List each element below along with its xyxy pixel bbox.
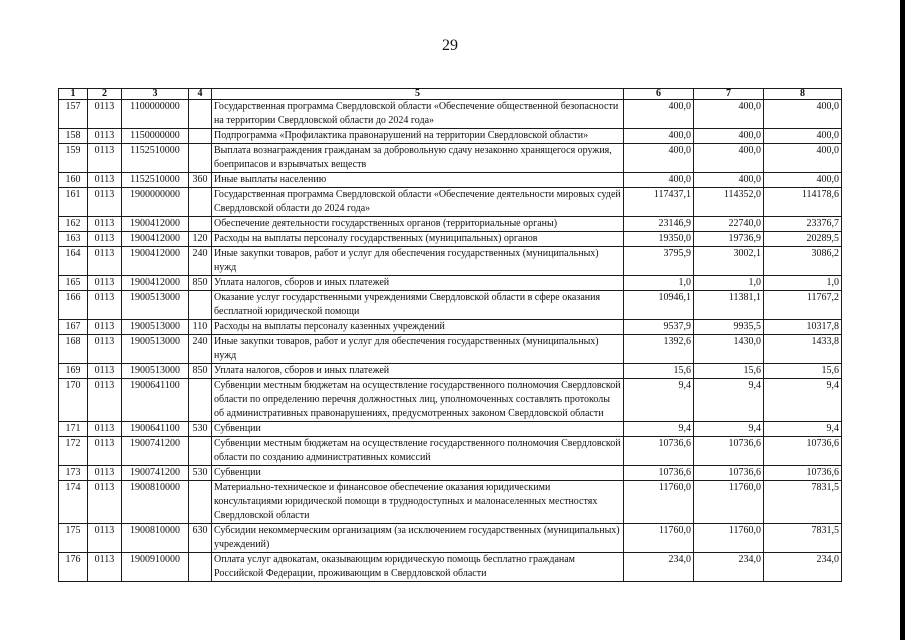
item-name-cell: Иные закупки товаров, работ и услуг для обеспечения государственных (муниципальных) нужд	[212, 335, 624, 364]
item-name-cell: Государственная программа Свердловской области «Обеспечение деятельности мировых судей Свердловской области до 2024 года»	[212, 188, 624, 217]
expense-type-cell	[189, 379, 212, 422]
section-code-cell: 0113	[88, 481, 122, 524]
section-code-cell: 0113	[88, 217, 122, 232]
amount-year1-cell: 234,0	[624, 553, 694, 582]
amount-year2-cell: 22740,0	[694, 217, 764, 232]
amount-year2-cell: 9935,5	[694, 320, 764, 335]
table-header-row	[59, 89, 842, 100]
item-name-cell: Расходы на выплаты персоналу казенных учреждений	[212, 320, 624, 335]
expense-type-cell: 850	[189, 276, 212, 291]
amount-year3-cell: 400,0	[764, 144, 842, 173]
item-name-cell: Подпрограмма «Профилактика правонарушений на территории Свердловской области»	[212, 129, 624, 144]
item-name-cell: Оказание услуг государственными учреждениями Свердловской области в сфере оказания бесплатной юридической помощи	[212, 291, 624, 320]
section-code-cell: 0113	[88, 466, 122, 481]
amount-year2-cell: 11760,0	[694, 481, 764, 524]
column-header: 4	[189, 89, 212, 100]
amount-year3-cell: 7831,5	[764, 481, 842, 524]
target-article-cell: 1100000000	[122, 100, 189, 129]
amount-year1-cell: 400,0	[624, 173, 694, 188]
amount-year3-cell: 234,0	[764, 553, 842, 582]
amount-year3-cell: 9,4	[764, 422, 842, 437]
row-number-cell: 158	[59, 129, 88, 144]
row-number-cell: 162	[59, 217, 88, 232]
table-row	[59, 217, 842, 232]
table-row	[59, 481, 842, 524]
target-article-cell: 1900412000	[122, 276, 189, 291]
amount-year2-cell: 9,4	[694, 422, 764, 437]
row-number-cell: 172	[59, 437, 88, 466]
section-code-cell: 0113	[88, 553, 122, 582]
table-row	[59, 422, 842, 437]
row-number-cell: 157	[59, 100, 88, 129]
section-code-cell: 0113	[88, 232, 122, 247]
section-code-cell: 0113	[88, 247, 122, 276]
amount-year3-cell: 3086,2	[764, 247, 842, 276]
row-number-cell: 174	[59, 481, 88, 524]
amount-year3-cell: 20289,5	[764, 232, 842, 247]
table-row	[59, 144, 842, 173]
amount-year2-cell: 400,0	[694, 144, 764, 173]
amount-year2-cell: 114352,0	[694, 188, 764, 217]
expense-type-cell: 360	[189, 173, 212, 188]
amount-year3-cell: 10736,6	[764, 437, 842, 466]
amount-year2-cell: 1430,0	[694, 335, 764, 364]
table-row	[59, 364, 842, 379]
expense-type-cell	[189, 144, 212, 173]
target-article-cell: 1900513000	[122, 335, 189, 364]
item-name-cell: Уплата налогов, сборов и иных платежей	[212, 276, 624, 291]
amount-year2-cell: 10736,6	[694, 466, 764, 481]
amount-year3-cell: 7831,5	[764, 524, 842, 553]
row-number-cell: 171	[59, 422, 88, 437]
amount-year2-cell: 19736,9	[694, 232, 764, 247]
target-article-cell: 1900741200	[122, 437, 189, 466]
section-code-cell: 0113	[88, 379, 122, 422]
table-row	[59, 320, 842, 335]
target-article-cell: 1900641100	[122, 379, 189, 422]
page-number: 29	[442, 37, 458, 54]
section-code-cell: 0113	[88, 276, 122, 291]
amount-year1-cell: 9,4	[624, 379, 694, 422]
amount-year1-cell: 19350,0	[624, 232, 694, 247]
item-name-cell: Материально-техническое и финансовое обеспечение оказания юридическими консультациями юридической помощи в труднодоступных и малонаселенных местностях Свердловской области	[212, 481, 624, 524]
row-number-cell: 165	[59, 276, 88, 291]
target-article-cell: 1152510000	[122, 173, 189, 188]
row-number-cell: 173	[59, 466, 88, 481]
section-code-cell: 0113	[88, 422, 122, 437]
amount-year2-cell: 400,0	[694, 173, 764, 188]
amount-year2-cell: 234,0	[694, 553, 764, 582]
expense-type-cell: 120	[189, 232, 212, 247]
section-code-cell: 0113	[88, 129, 122, 144]
amount-year2-cell: 15,6	[694, 364, 764, 379]
item-name-cell: Государственная программа Свердловской области «Обеспечение общественной безопасности на территории Свердловской области до 2024 года»	[212, 100, 624, 129]
target-article-cell: 1900412000	[122, 247, 189, 276]
amount-year2-cell: 400,0	[694, 129, 764, 144]
section-code-cell: 0113	[88, 173, 122, 188]
amount-year3-cell: 114178,6	[764, 188, 842, 217]
amount-year3-cell: 400,0	[764, 100, 842, 129]
item-name-cell: Субвенции	[212, 422, 624, 437]
section-code-cell: 0113	[88, 524, 122, 553]
item-name-cell: Уплата налогов, сборов и иных платежей	[212, 364, 624, 379]
amount-year1-cell: 15,6	[624, 364, 694, 379]
amount-year1-cell: 400,0	[624, 144, 694, 173]
expense-type-cell: 240	[189, 247, 212, 276]
target-article-cell: 1900810000	[122, 481, 189, 524]
column-header: 1	[59, 89, 88, 100]
item-name-cell: Субвенции	[212, 466, 624, 481]
column-header: 8	[764, 89, 842, 100]
table-row	[59, 524, 842, 553]
column-header: 6	[624, 89, 694, 100]
amount-year3-cell: 400,0	[764, 173, 842, 188]
amount-year3-cell: 10317,8	[764, 320, 842, 335]
table-row	[59, 291, 842, 320]
amount-year3-cell: 1433,8	[764, 335, 842, 364]
row-number-cell: 176	[59, 553, 88, 582]
amount-year3-cell: 11767,2	[764, 291, 842, 320]
amount-year2-cell: 11381,1	[694, 291, 764, 320]
table-row	[59, 129, 842, 144]
expense-type-cell: 850	[189, 364, 212, 379]
amount-year1-cell: 23146,9	[624, 217, 694, 232]
expense-type-cell	[189, 100, 212, 129]
section-code-cell: 0113	[88, 291, 122, 320]
target-article-cell: 1900513000	[122, 291, 189, 320]
target-article-cell: 1900641100	[122, 422, 189, 437]
amount-year3-cell: 23376,7	[764, 217, 842, 232]
row-number-cell: 175	[59, 524, 88, 553]
column-header: 3	[122, 89, 189, 100]
row-number-cell: 166	[59, 291, 88, 320]
expense-type-cell: 110	[189, 320, 212, 335]
target-article-cell: 1900412000	[122, 217, 189, 232]
table-row	[59, 335, 842, 364]
target-article-cell: 1150000000	[122, 129, 189, 144]
table-row	[59, 247, 842, 276]
target-article-cell: 1900810000	[122, 524, 189, 553]
section-code-cell: 0113	[88, 144, 122, 173]
section-code-cell: 0113	[88, 335, 122, 364]
table-row	[59, 188, 842, 217]
table-row	[59, 437, 842, 466]
amount-year1-cell: 1,0	[624, 276, 694, 291]
section-code-cell: 0113	[88, 320, 122, 335]
item-name-cell: Субсидии некоммерческим организациям (за исключением государственных (муниципальных) учреждений)	[212, 524, 624, 553]
amount-year2-cell: 11760,0	[694, 524, 764, 553]
item-name-cell: Субвенции местным бюджетам на осуществление государственного полномочия Свердловской области по определению перечня должностных лиц, уполномоченных составлять протоколы об административных правонарушениях, предусмотренных законом Свердловской области	[212, 379, 624, 422]
expense-type-cell	[189, 291, 212, 320]
section-code-cell: 0113	[88, 188, 122, 217]
expense-type-cell	[189, 481, 212, 524]
expense-type-cell	[189, 188, 212, 217]
table-row	[59, 379, 842, 422]
section-code-cell: 0113	[88, 364, 122, 379]
column-header: 7	[694, 89, 764, 100]
amount-year1-cell: 11760,0	[624, 524, 694, 553]
amount-year3-cell: 1,0	[764, 276, 842, 291]
item-name-cell: Субвенции местным бюджетам на осуществление государственного полномочия Свердловской области по созданию административных комиссий	[212, 437, 624, 466]
target-article-cell: 1900513000	[122, 364, 189, 379]
target-article-cell: 1152510000	[122, 144, 189, 173]
column-header: 5	[212, 89, 624, 100]
amount-year2-cell: 1,0	[694, 276, 764, 291]
item-name-cell: Выплата вознаграждения гражданам за добровольную сдачу незаконно хранящегося оружия, боеприпасов и взрывчатых веществ	[212, 144, 624, 173]
amount-year3-cell: 10736,6	[764, 466, 842, 481]
amount-year3-cell: 15,6	[764, 364, 842, 379]
row-number-cell: 160	[59, 173, 88, 188]
table-row	[59, 276, 842, 291]
amount-year1-cell: 9537,9	[624, 320, 694, 335]
target-article-cell: 1900000000	[122, 188, 189, 217]
amount-year3-cell: 9,4	[764, 379, 842, 422]
row-number-cell: 169	[59, 364, 88, 379]
table-row	[59, 173, 842, 188]
row-number-cell: 164	[59, 247, 88, 276]
amount-year2-cell: 9,4	[694, 379, 764, 422]
expense-type-cell	[189, 437, 212, 466]
amount-year1-cell: 10736,6	[624, 437, 694, 466]
item-name-cell: Расходы на выплаты персоналу государственных (муниципальных) органов	[212, 232, 624, 247]
target-article-cell: 1900741200	[122, 466, 189, 481]
amount-year2-cell: 3002,1	[694, 247, 764, 276]
table-row	[59, 466, 842, 481]
item-name-cell: Обеспечение деятельности государственных органов (территориальные органы)	[212, 217, 624, 232]
expense-type-cell	[189, 217, 212, 232]
amount-year3-cell: 400,0	[764, 129, 842, 144]
section-code-cell: 0113	[88, 100, 122, 129]
amount-year1-cell: 10736,6	[624, 466, 694, 481]
amount-year1-cell: 1392,6	[624, 335, 694, 364]
expense-type-cell	[189, 129, 212, 144]
budget-table	[58, 88, 842, 582]
section-code-cell: 0113	[88, 437, 122, 466]
target-article-cell: 1900513000	[122, 320, 189, 335]
row-number-cell: 168	[59, 335, 88, 364]
amount-year1-cell: 400,0	[624, 129, 694, 144]
row-number-cell: 170	[59, 379, 88, 422]
amount-year1-cell: 3795,9	[624, 247, 694, 276]
row-number-cell: 161	[59, 188, 88, 217]
expense-type-cell: 530	[189, 422, 212, 437]
item-name-cell: Иные закупки товаров, работ и услуг для обеспечения государственных (муниципальных) нужд	[212, 247, 624, 276]
expense-type-cell: 630	[189, 524, 212, 553]
amount-year1-cell: 117437,1	[624, 188, 694, 217]
table-row	[59, 232, 842, 247]
row-number-cell: 163	[59, 232, 88, 247]
amount-year1-cell: 11760,0	[624, 481, 694, 524]
item-name-cell: Оплата услуг адвокатам, оказывающим юридическую помощь бесплатно гражданам Российской Федерации, проживающим в Свердловской области	[212, 553, 624, 582]
expense-type-cell: 240	[189, 335, 212, 364]
column-header: 2	[88, 89, 122, 100]
item-name-cell: Иные выплаты населению	[212, 173, 624, 188]
amount-year1-cell: 10946,1	[624, 291, 694, 320]
row-number-cell: 159	[59, 144, 88, 173]
expense-type-cell: 530	[189, 466, 212, 481]
amount-year1-cell: 9,4	[624, 422, 694, 437]
amount-year2-cell: 400,0	[694, 100, 764, 129]
table-row	[59, 100, 842, 129]
row-number-cell: 167	[59, 320, 88, 335]
amount-year1-cell: 400,0	[624, 100, 694, 129]
expense-type-cell	[189, 553, 212, 582]
amount-year2-cell: 10736,6	[694, 437, 764, 466]
target-article-cell: 1900910000	[122, 553, 189, 582]
table-row	[59, 553, 842, 582]
target-article-cell: 1900412000	[122, 232, 189, 247]
